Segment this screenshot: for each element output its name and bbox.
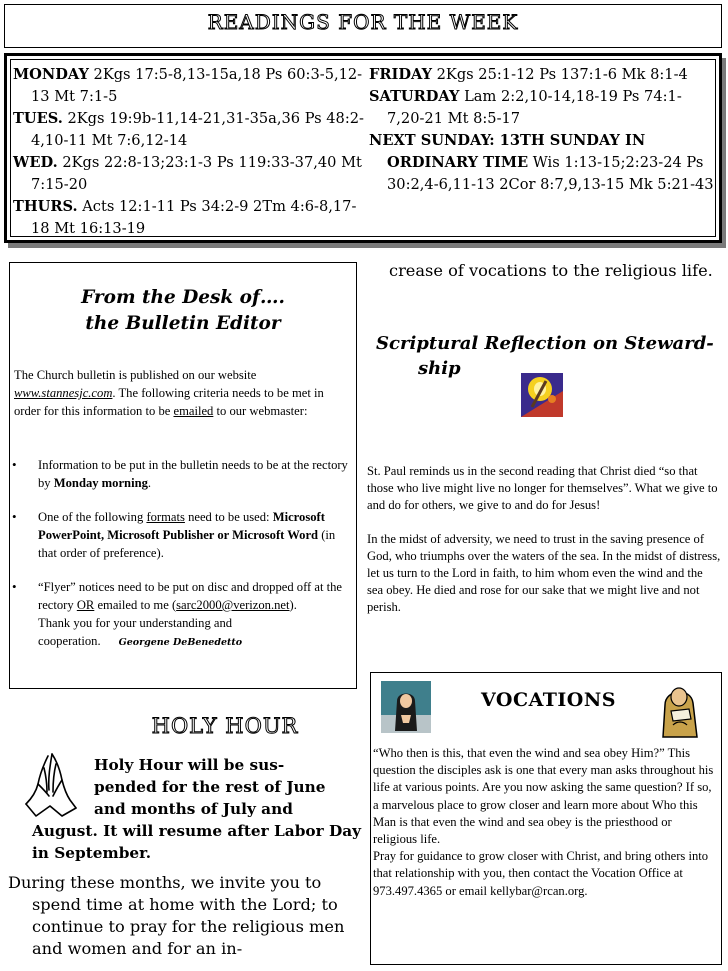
- stewardship-paragraph: St. Paul reminds us in the second reading that Christ died “so that those who live might live no longer for themselves”. What we give to and do for others, we give to and do for Jesus!: [367, 464, 718, 513]
- reading-text: Acts 12:1-11 Ps 34:2-9 2Tm 4:6-8,17-18 Mt 16:13-19: [31, 198, 357, 237]
- editor-intro-text: . The following criteria needs to be met in order for this information to be: [14, 386, 324, 418]
- readings-column-left: [13, 64, 365, 240]
- bullet-text: need to be used:: [184, 510, 273, 524]
- reading-next-sunday: [369, 130, 715, 196]
- reading-saturday: [369, 86, 715, 130]
- website-link[interactable]: www.stannesjc.com: [14, 386, 113, 400]
- reading-day: TUES.: [13, 110, 63, 127]
- list-item: [10, 578, 350, 652]
- holy-hour-line: Holy Hour will be sus-: [94, 756, 285, 774]
- reading-day: MONDAY: [13, 66, 89, 83]
- editor-criteria-list: [10, 456, 350, 668]
- editor-intro: [14, 366, 350, 420]
- editor-heading-line2: the Bulletin Editor: [85, 313, 281, 334]
- editor-heading-line1: From the Desk of….: [81, 287, 285, 308]
- bullet-bold: Monday morning: [53, 476, 148, 490]
- reading-tuesday: [13, 108, 365, 152]
- holy-hour-body-text: During these months, we invite you to spend time at home with the Lord; to continue to pray for the religious men and women and for an in-: [8, 873, 345, 958]
- vocations-body: [373, 745, 717, 900]
- vocations-box: [370, 672, 722, 965]
- bullet-bold: Microsoft PowerPoint, Microsoft Publisher or Microsoft Word: [38, 510, 325, 542]
- bullet-underline: OR: [76, 598, 95, 612]
- editor-intro-text: The Church bulletin is published on our website: [14, 368, 257, 382]
- editor-thanks: Thank you for your understanding and cooperation.: [38, 616, 233, 648]
- editor-email-link[interactable]: sarc2000@verizon.net: [176, 598, 290, 612]
- editor-box: [9, 262, 357, 689]
- reading-text: 2Kgs 19:9b-11,14-21,31-35a,36 Ps 48:2-4,10-11 Mt 7:6,12-14: [31, 110, 364, 149]
- reading-text: 2Kgs 25:1-12 Ps 137:1-6 Mk 8:1-4: [432, 66, 688, 83]
- vocations-paragraph: Pray for guidance to grow closer with Christ, and bring others into that relationship with you, then contact the Vocation Office at 973.497.4365 or email kellybar@rcan.org.: [373, 849, 709, 898]
- bullet-text: (in that order of preference).: [38, 528, 336, 560]
- stewardship-title-line1: Scriptural Reflection on Steward-: [376, 333, 714, 354]
- reading-day: THURS.: [13, 198, 78, 215]
- readings-box: [4, 53, 722, 243]
- nun-icon: [381, 681, 431, 733]
- stewardship-paragraph: In the midst of adversity, we need to trust in the saving presence of God, who triumphs over the waters of the sea. In the midst of distress, let us turn to the Lord in faith, to him whom even the wind and the sea obey. He died and rose for our sake that we might live and not perish.: [367, 531, 721, 615]
- bullet-text: Information to be put in the bulletin needs to be at the rectory by: [38, 458, 348, 490]
- reading-text: 2Kgs 17:5-8,13-15a,18 Ps 60:3-5,12-13 Mt 7:1-5: [31, 66, 363, 105]
- monk-icon: [653, 679, 705, 739]
- readings-column-right: [369, 64, 715, 196]
- reading-text: Lam 2:2,10-14,18-19 Ps 74:1-7,20-21 Mt 8:5-17: [387, 88, 682, 127]
- stewardship-body: [367, 463, 721, 633]
- list-item: [10, 456, 350, 492]
- reading-text: Wis 1:13-15;2:23-24 Ps 30:2,4-6,11-13 2Cor 8:7,9,13-15 Mk 5:21-43: [387, 154, 714, 193]
- reading-monday: [13, 64, 365, 108]
- holy-hour-line: August. It will resume after Labor Day in September.: [32, 822, 362, 862]
- reading-day: SATURDAY: [369, 88, 460, 105]
- reading-day: WED.: [13, 154, 58, 171]
- holy-hour-line: pended for the rest of June: [94, 778, 326, 796]
- title-banner: [4, 4, 722, 48]
- bullet-text: .: [147, 476, 152, 490]
- bullet-text: ).: [289, 598, 297, 612]
- reading-friday: [369, 64, 715, 86]
- holy-hour-title: HOLY HOUR: [151, 714, 299, 738]
- reading-day: FRIDAY: [369, 66, 432, 83]
- holy-hour-notice: [32, 754, 364, 864]
- page-title: READINGS FOR THE WEEK: [207, 10, 519, 34]
- list-item: [10, 508, 350, 562]
- editor-intro-text: to our webmaster:: [213, 404, 308, 418]
- vocations-title: VOCATIONS: [481, 689, 616, 711]
- emailed-text: emailed: [173, 404, 214, 418]
- continuation-text: crease of vocations to the religious life.: [389, 261, 713, 280]
- bullet-text: emailed to me (: [94, 598, 177, 612]
- reading-wednesday: [13, 152, 365, 196]
- bullet-text: One of the following: [38, 510, 147, 524]
- reading-day: NEXT SUNDAY: 13TH SUNDAY IN ORDINARY TIME: [369, 132, 646, 171]
- holy-hour-body: [8, 872, 364, 960]
- reading-text: 2Kgs 22:8-13;23:1-3 Ps 119:33-37,40 Mt 7:15-20: [31, 154, 362, 193]
- bullet-text: “Flyer” notices need to be put on disc and dropped off at the rectory: [38, 580, 343, 612]
- stewardship-title-line2: ship: [418, 358, 461, 379]
- candle-icon: [520, 367, 564, 419]
- vocations-paragraph: “Who then is this, that even the wind and sea obey Him?” This question the disciples ask is one that every man asks throughout his life at various points. Are you now asking the same question? If so, a marvelous place to grow closer and learn more about Who this Man is that even the wind and sea obey is the priesthood or religious life.: [373, 746, 714, 847]
- holy-hour-line: and months of July and: [94, 800, 293, 818]
- editor-signature: Georgene DeBenedetto: [118, 637, 243, 648]
- reading-thursday: [13, 196, 365, 240]
- bullet-underline: formats: [146, 510, 185, 524]
- readings-inner-border: [10, 59, 716, 237]
- editor-heading: [10, 285, 356, 337]
